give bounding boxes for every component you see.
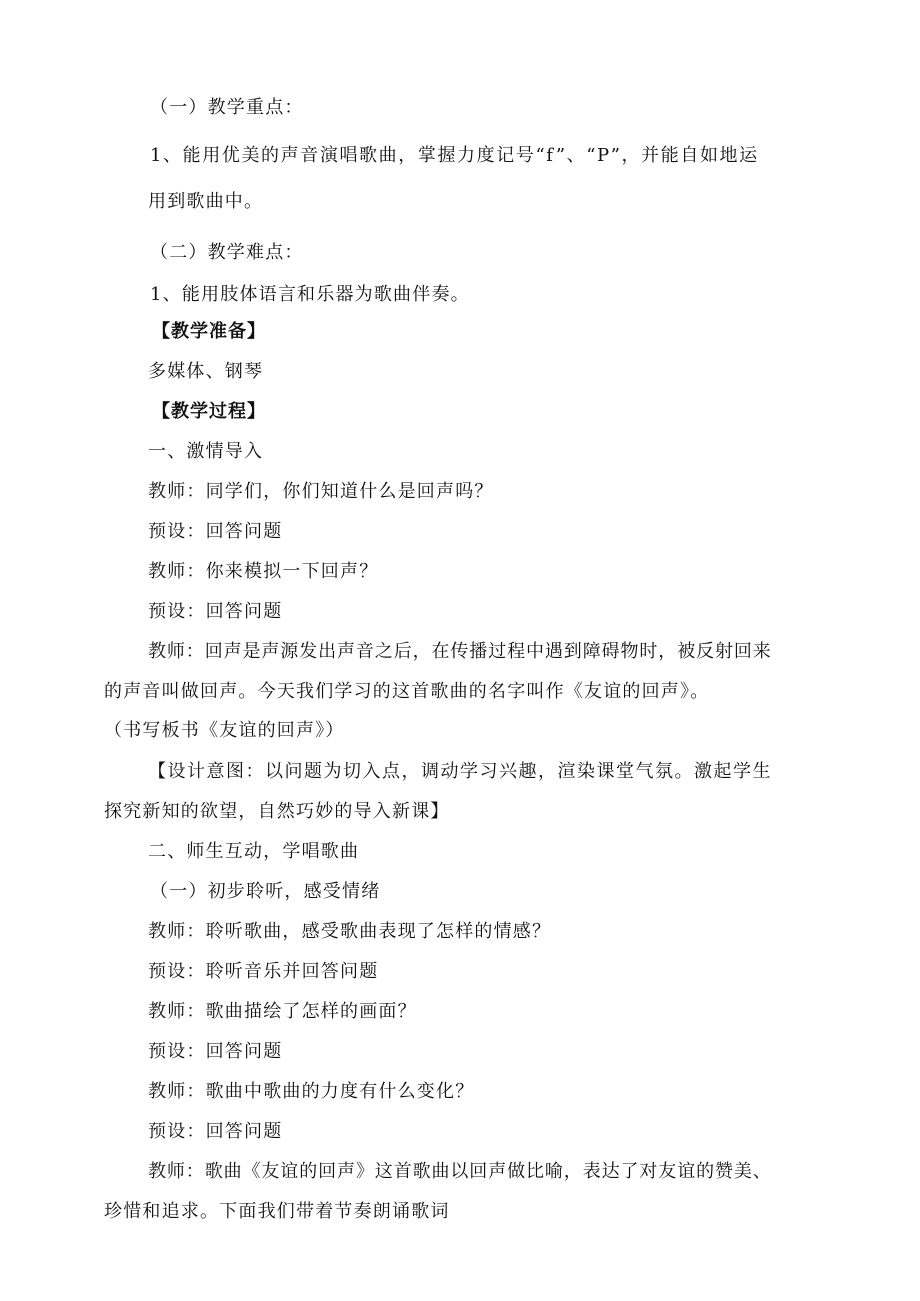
dialogue-line: 教师：同学们，你们知道什么是回声吗？ bbox=[148, 481, 494, 502]
section-heading-preparation: 【教学准备】 bbox=[152, 321, 266, 342]
dialogue-line: 教师：歌曲描绘了怎样的画面？ bbox=[148, 1001, 417, 1022]
preparation-materials: 多媒体、钢琴 bbox=[148, 361, 264, 382]
blackboard-note: （书写板书《友谊的回声》） bbox=[104, 720, 345, 741]
step-1-heading: 一、激情导入 bbox=[148, 441, 264, 462]
dialogue-line: 教师：你来模拟一下回声？ bbox=[148, 561, 379, 582]
focus-item-1-line2: 用到歌曲中。 bbox=[148, 191, 264, 212]
subsection-heading-listen: （一）初步聆听，感受情绪 bbox=[150, 881, 381, 902]
paragraph-echo-line1: 教师：回声是声源发出声音之后，在传播过程中遇到障碍物时，被反射回来 bbox=[148, 641, 772, 662]
dialogue-line: 预设：回答问题 bbox=[148, 521, 283, 542]
dialogue-line: 预设：回答问题 bbox=[148, 1121, 283, 1142]
dialogue-line: 预设：回答问题 bbox=[148, 601, 283, 622]
section-heading-process: 【教学过程】 bbox=[152, 401, 266, 422]
design-intent-line2: 探究新知的欲望，自然巧妙的导入新课】 bbox=[104, 801, 450, 822]
paragraph-echo-line2: 的声音叫做回声。今天我们学习的这首歌曲的名字叫作《友谊的回声》。 bbox=[104, 681, 710, 702]
dialogue-line: 预设：回答问题 bbox=[148, 1041, 283, 1062]
step-2-heading: 二、师生互动，学唱歌曲 bbox=[148, 841, 360, 862]
heading-teaching-difficulty: （二）教学难点： bbox=[150, 242, 304, 263]
focus-item-1-line1: 1、能用优美的声音演唱歌曲，掌握力度记号“f”、“P”，并能自如地运 bbox=[150, 145, 759, 166]
design-intent-line1: 【设计意图：以问题为切入点，调动学习兴趣，渲染课堂气氛。激起学生 bbox=[148, 761, 772, 782]
heading-teaching-focus: （一）教学重点： bbox=[150, 97, 304, 118]
difficulty-item-1: 1、能用肢体语言和乐器为歌曲伴奏。 bbox=[150, 284, 470, 305]
dialogue-line: 教师：聆听歌曲，感受歌曲表现了怎样的情感？ bbox=[148, 921, 552, 942]
paragraph-song-line1: 教师：歌曲《友谊的回声》这首歌曲以回声做比喻，表达了对友谊的赞美、 bbox=[148, 1161, 772, 1182]
dialogue-line: 教师：歌曲中歌曲的力度有什么变化？ bbox=[148, 1081, 475, 1102]
paragraph-song-line2: 珍惜和追求。下面我们带着节奏朗诵歌词 bbox=[104, 1201, 450, 1222]
dialogue-line: 预设：聆听音乐并回答问题 bbox=[148, 961, 379, 982]
